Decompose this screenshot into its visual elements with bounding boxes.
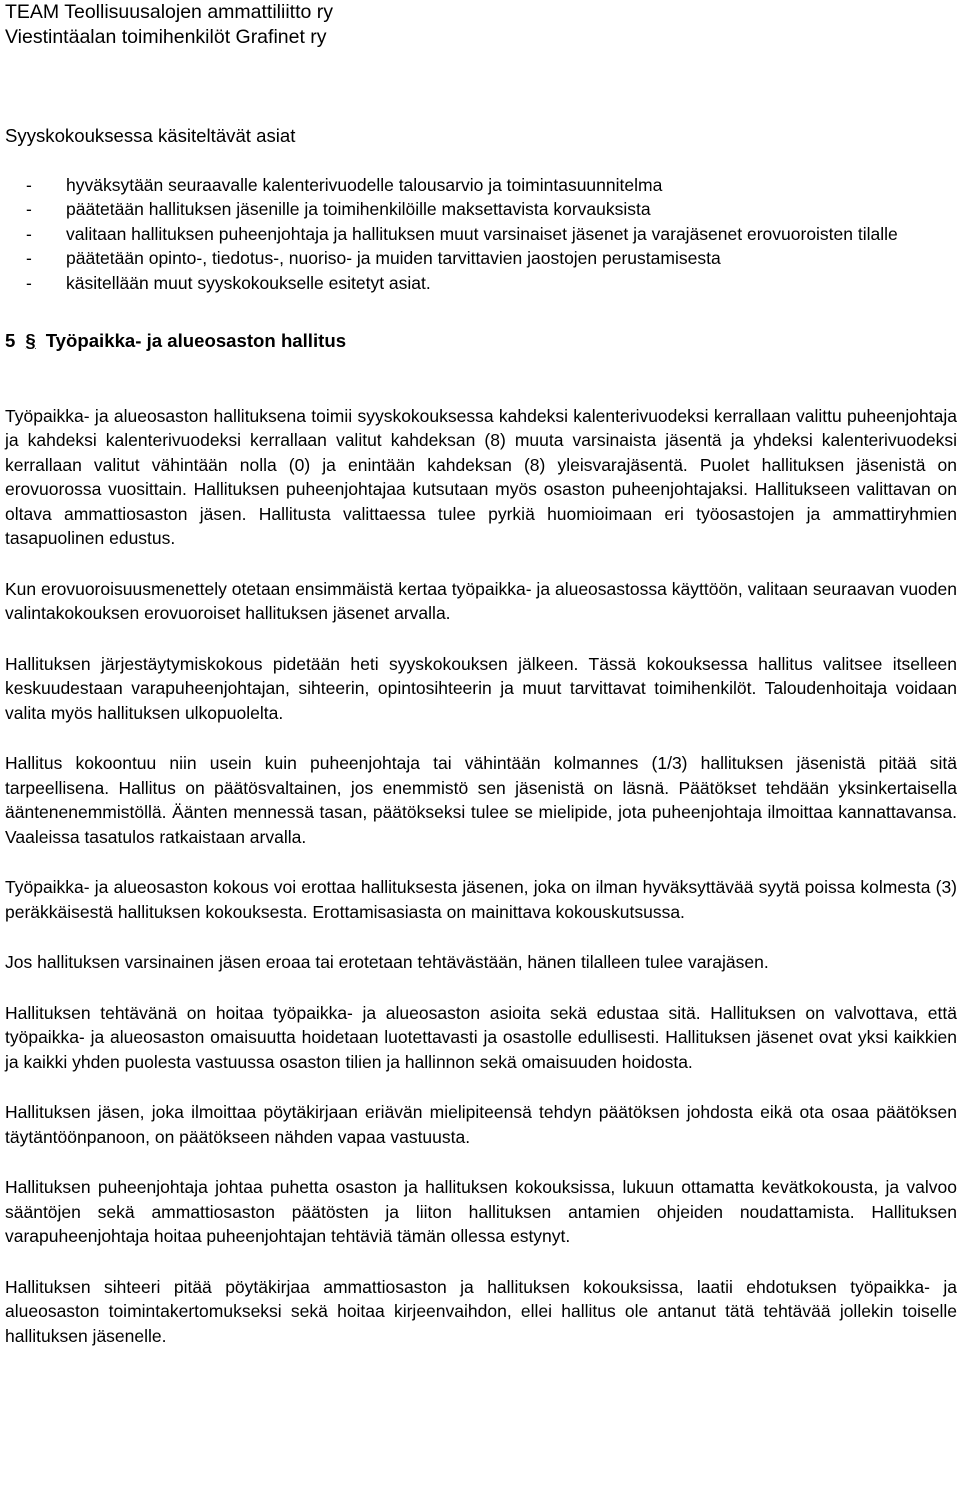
- dash-bullet: -: [26, 223, 32, 244]
- paragraph-organizing-meeting: Hallituksen järjestäytymiskokous pidetään heti syyskokouksen jälkeen. Tässä kokouksessa hallitus valitsee itselleen keskuudestaan varapuheenjohtajan, sihteerin, opintosihteerin ja muut tarvittavat toimihenkilöt. Taloudenhoitaja voidaan valita myös hallituksen ulkopuolelta.: [5, 653, 957, 723]
- list-item-text: valitaan hallituksen puheenjohtaja ja hallituksen muut varsinaiset jäsenet ja varajäsenet erovuoroisten tilalle: [66, 223, 898, 244]
- list-item-text: käsitellään muut syyskokoukselle esitetyt asiat.: [66, 272, 431, 293]
- paragraph-rotation-lottery: Kun erovuoroisuusmenettely otetaan ensimmäistä kertaa työpaikka- ja alueosastossa käyttöön, valitaan seuraavan vuoden valintakokouksen erovuoroiset hallituksen jäsenet arvalla.: [5, 578, 957, 623]
- list-item: [5, 271, 957, 296]
- dash-bullet: -: [26, 272, 32, 293]
- paragraph-secretary-duties: Hallituksen sihteeri pitää pöytäkirjaa ammattiosaston ja hallituksen kokouksissa, laatii ehdotuksen työpaikka- ja alueosaston toimintakertomukseksi sekä hoitaa kirjeenvaihdon, ellei hallitus ole antanut tätä tehtävää jollekin toiselle hallituksen jäsenelle.: [5, 1276, 957, 1346]
- section-title: [5, 329, 957, 354]
- list-item: [5, 222, 957, 247]
- dash-bullet: -: [26, 248, 32, 268]
- document-header: [5, 0, 957, 49]
- list-item-text: hyväksytään seuraavalle kalenterivuodelle talousarvio ja toimintasuunnitelma: [66, 174, 663, 195]
- paragraph-board-duties: Hallituksen tehtävänä on hoitaa työpaikka- ja alueosaston asioita sekä edustaa sitä. Hallituksen on valvottava, että työpaikka- ja alueosaston omaisuutta hoidetaan luotettavasti ja osastolle edullisesti. Hallituksen jäsenet ovat yksi kaikkien ja kaikki yhden puolesta vastuussa osaston tilien ja hallinnon sekä omaisuuden hoidosta.: [5, 1002, 957, 1072]
- organization-name: TEAM Teollisuusalojen ammattiliitto ry: [5, 1, 334, 23]
- suborganization-name: Viestintäalan toimihenkilöt Grafinet ry: [5, 25, 327, 48]
- section-sign: §: [25, 330, 36, 351]
- agenda-heading: Syyskokouksessa käsiteltävät asiat: [5, 125, 296, 146]
- paragraph-meeting-quorum: Hallitus kokoontuu niin usein kuin puheenjohtaja tai vähintään kolmannes (1/3) hallituksen jäsenistä pitää sitä tarpeellisena. Hallitus on päätösvaltainen, jos enemmistö sen jäsenistä on läsnä. Päätökset tehdään yksinkertaisella ääntenenemmistöllä. Äänten mennessä tasan, päätökseksi tulee se mielipide, jota puheenjohtaja ilmoittaa kannattavansa. Vaaleissa tasatulos ratkaistaan arvalla.: [5, 753, 957, 847]
- paragraph-board-composition: Työpaikka- ja alueosaston hallituksena toimii syyskokouksessa kahdeksi kalenterivuodeksi kerrallaan valittu puheenjohtaja ja kahdeksi kalenterivuodeksi kerrallaan valitut kahdeksan (8) muuta varsinaista jäsentä ja yhdeksi kalenterivuodeksi kerrallaan valitut vähintään nolla (0) ja enintään kahdeksan (8) yleisvarajäsentä. Puolet hallituksen jäsenistä on erovuorossa vuosittain. Hallituksen puheenjohtajaa kutsutaan myös osaston puheenjohtajaksi. Hallitukseen valittavan on oltava ammattiosaston jäsen. Hallitusta valittaessa tulee pyrkiä huomioimaan eri työosastojen ja ammattiryhmien tasapuolinen edustus.: [5, 405, 957, 548]
- list-item: [5, 173, 957, 198]
- paragraph-chair-duties: Hallituksen puheenjohtaja johtaa puhetta osaston ja hallituksen kokouksissa, lukuun ottamatta kevätkokousta, ja valvoo sääntöjen sekä ammattiosaston päätösten ja liiton hallituksen antamien ohjeiden noudattamista. Hallituksen varapuheenjohtaja hoitaa puheenjohtajan tehtäviä tämän ollessa estynyt.: [5, 1177, 957, 1246]
- document-page: [5, 0, 957, 1348]
- paragraph-dissenting-opinion: Hallituksen jäsen, joka ilmoittaa pöytäkirjaan eriävän mielipiteensä tehdyn päätöksen johdosta eikä ota osaa päätöksen täytäntöönpanoon, on päätökseen nähden vapaa vastuusta.: [5, 1102, 957, 1147]
- agenda-list: [5, 173, 957, 296]
- paragraph-deputy-replacement: Jos hallituksen varsinainen jäsen eroaa tai erotetaan tehtävästään, hänen tilalleen tulee varajäsen.: [5, 952, 769, 972]
- list-item: [5, 246, 957, 271]
- list-item: [5, 197, 957, 222]
- dash-bullet: -: [26, 174, 32, 195]
- section-number: 5: [5, 330, 16, 351]
- list-item-text: päätetään opinto-, tiedotus-, nuoriso- ja muiden tarvittavien jaostojen perustamisesta: [66, 248, 721, 268]
- section-title-text: Työpaikka- ja alueosaston hallitus: [45, 330, 347, 351]
- list-item-text: päätetään hallituksen jäsenille ja toimihenkilöille maksettavista korvauksista: [66, 199, 651, 219]
- dash-bullet: -: [26, 199, 32, 219]
- paragraph-member-dismissal: Työpaikka- ja alueosaston kokous voi erottaa hallituksesta jäsenen, joka on ilman hyväksyttävää syytä poissa kolmesta (3) peräkkäisestä hallituksen kokouksesta. Erottamisasiasta on mainittava kokouskutsussa.: [5, 877, 957, 922]
